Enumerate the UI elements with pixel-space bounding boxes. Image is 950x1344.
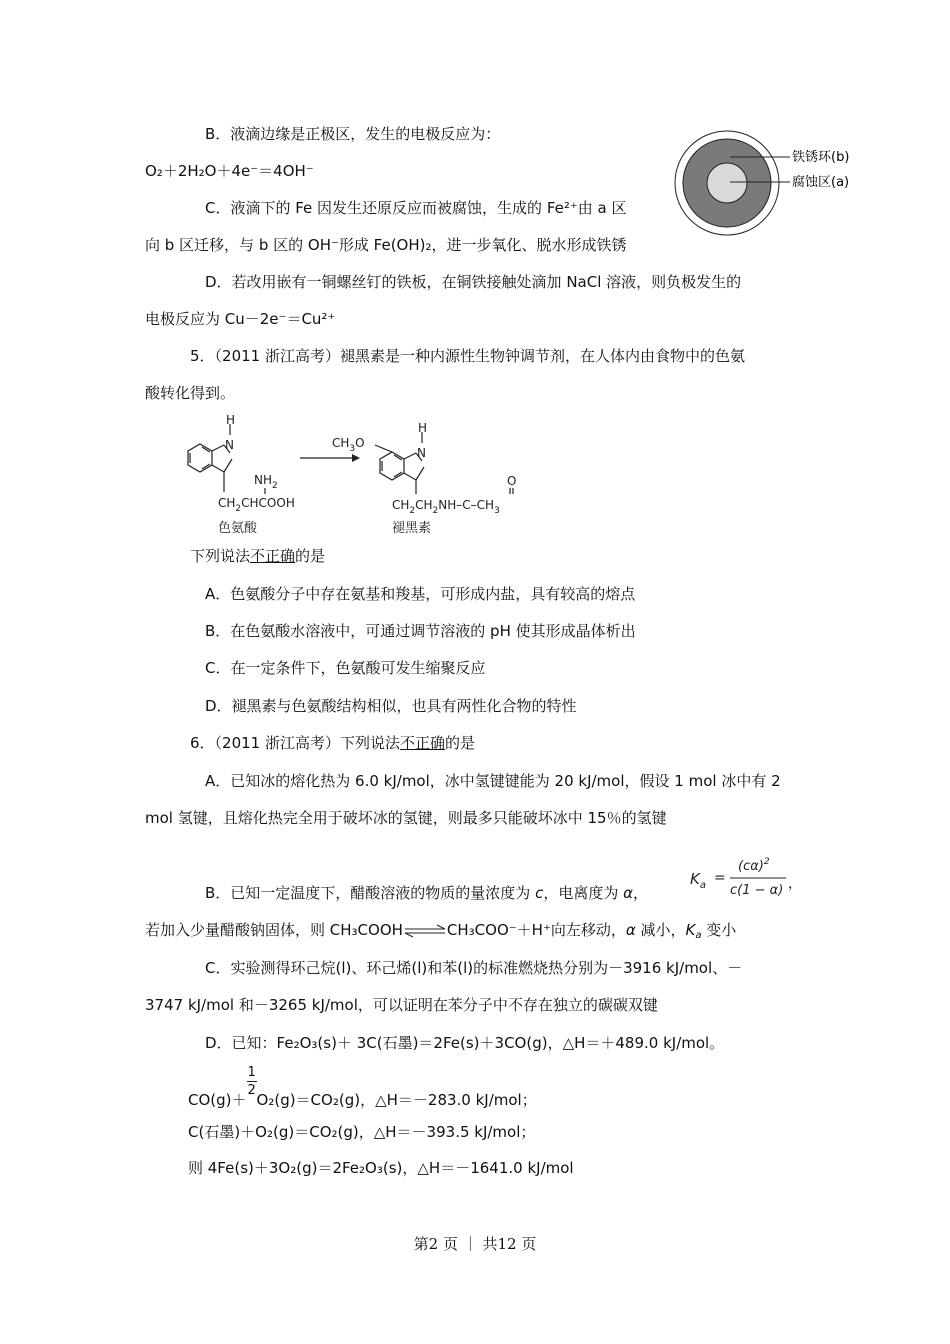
q6-option-c-line1: C．实验测得环己烷(l)、环己烯(l)和苯(l)的标准燃烧热分别为－3916 kJ/mol、－: [205, 959, 743, 977]
ka-denominator: c(1 − α): [730, 883, 784, 898]
q6-option-b-line1: B．已知一定温度下，醋酸溶液的物质的量浓度为 c，电离度为 α，: [205, 884, 648, 902]
tryptophan-n: N: [225, 438, 234, 452]
ka-symbol: $K_a$: [690, 870, 706, 891]
q6-option-d-line4: 则 4Fe(s)＋3O₂(g)＝2Fe₂O₃(s)，△H＝－1641.0 kJ/mol: [188, 1159, 574, 1177]
q4-option-c-line2: 向 b 区迁移，与 b 区的 OH⁻形成 Fe(OH)₂，进一步氧化、脱水形成铁锈: [145, 236, 627, 254]
q6-option-d-line2: CO(g)＋ $\frac{1}{2}$ O₂(g)＝CO₂(g)，△H＝－283.0 kJ/mol；: [188, 1065, 537, 1109]
q6-option-a-line2: mol 氢键，且熔化热完全用于破坏冰的氢键，则最多只能破坏冰中 15％的氢键: [145, 809, 667, 827]
q4-option-d-line1: D．若改用嵌有一铜螺丝钉的铁板，在铜铁接触处滴加 NaCl 溶液，则负极发生的: [205, 273, 742, 291]
melatonin-o: O: [507, 474, 517, 488]
page-footer: 第2 页 ｜ 共12 页: [413, 1235, 537, 1253]
melatonin-h: H: [418, 421, 428, 435]
q6-option-d-line1: D．已知：Fe₂O₃(s)＋ 3C(石墨)＝2Fe(s)＋3CO(g)，△H＝＋489.0 kJ/mol。: [205, 1034, 725, 1052]
q5-option-b: B．在色氨酸水溶液中，可通过调节溶液的 pH 使其形成晶体析出: [205, 622, 636, 640]
melatonin-structure: [375, 432, 513, 494]
corrosion-zone-circle: [707, 163, 747, 203]
tryptophan-nh2: $NH_2$: [254, 473, 278, 491]
corrosion-ring-diagram: [672, 130, 872, 236]
q5-reaction-figure: [180, 412, 560, 536]
melatonin-n: N: [417, 446, 426, 460]
melatonin-ch3o: $CH_3O$: [332, 436, 365, 454]
melatonin-name: 褪黑素: [392, 521, 432, 536]
q6-option-b-line2: 若加入少量醋酸钠固体，则 CH₃COOH CH₃COO⁻＋H⁺向左移动，α 减小，$K_a$ 变小: [145, 921, 737, 941]
q6-stem: 6．（2011 浙江高考）下列说法不正确的是: [190, 734, 476, 752]
label-corrosion-zone: 腐蚀区(a): [792, 175, 850, 190]
melatonin-chain: $CH_2CH_2NH-C-CH_3$: [392, 498, 500, 516]
ka-comma: ，: [788, 876, 802, 892]
q5-option-d: D．褪黑素与色氨酸结构相似，也具有两性化合物的特性: [205, 697, 577, 715]
q5-stem-line1: 5．（2011 浙江高考）褪黑素是一种内源性生物钟调节剂，在人体内由食物中的色氨: [190, 347, 745, 365]
q4-option-d-line2: 电极反应为 Cu－2e⁻＝Cu²⁺: [145, 310, 336, 328]
label-rust-ring: 铁锈环(b): [792, 150, 850, 165]
tryptophan-h: H: [226, 413, 236, 427]
tryptophan-name: 色氨酸: [218, 521, 258, 536]
q4-option-c-line1: C．液滴下的 Fe 因发生还原反应而被腐蚀，生成的 Fe²⁺由 a 区: [205, 199, 627, 217]
q6-option-a-line1: A．已知冰的熔化热为 6.0 kJ/mol，冰中氢键键能为 20 kJ/mol，假设 1 mol 冰中有 2: [205, 772, 781, 790]
q5-option-c: C．在一定条件下，色氨酸可发生缩聚反应: [205, 659, 486, 677]
equilibrium-arrows-icon: [403, 924, 447, 938]
q5-stem-line2: 酸转化得到。: [145, 384, 236, 402]
q5-option-a: A．色氨酸分子中存在氨基和羧基，可形成内盐，具有较高的熔点: [205, 585, 636, 603]
q5-intro: 下列说法不正确的是: [190, 547, 326, 565]
q4-option-b-equation: O₂＋2H₂O＋4e⁻＝4OH⁻: [145, 162, 314, 180]
reaction-arrow: [300, 454, 360, 462]
q6-option-d-line3: C(石墨)＋O₂(g)＝CO₂(g)，△H＝－393.5 kJ/mol；: [188, 1123, 536, 1141]
q4-option-b-line1: B．液滴边缘是正极区，发生的电极反应为：: [205, 125, 501, 143]
ka-numerator: $(c\alpha)^2$: [738, 857, 770, 874]
ka-equals: =: [714, 870, 726, 886]
tryptophan-chain: $CH_2CHCOOH$: [218, 496, 295, 514]
ka-formula: [688, 848, 808, 904]
half-fraction: $\frac{1}{2}$: [247, 1065, 256, 1098]
q6-option-c-line2: 3747 kJ/mol 和－3265 kJ/mol，可以证明在苯分子中不存在独立的碳碳双键: [145, 996, 658, 1014]
